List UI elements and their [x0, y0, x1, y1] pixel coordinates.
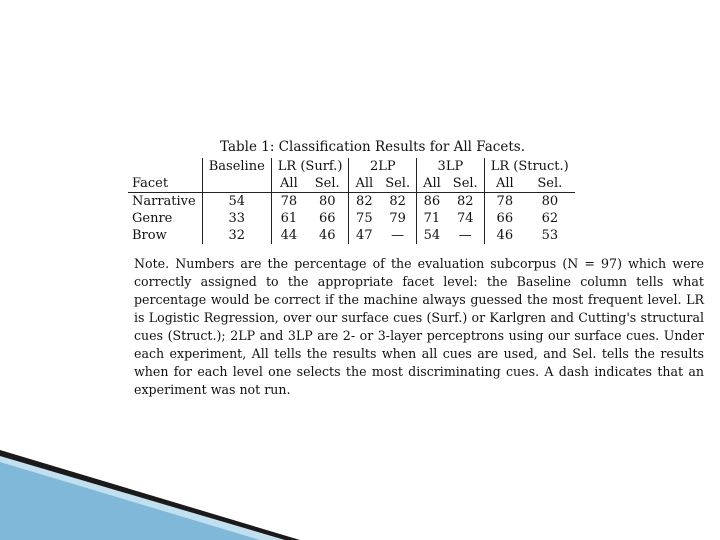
table-cell: 74 [456, 211, 474, 226]
table-cell: 86 [417, 193, 447, 211]
table-row [128, 227, 575, 244]
table-cell: 79 [389, 211, 406, 226]
table-header-group-row [128, 158, 575, 175]
table-cell: 61 [271, 210, 306, 227]
table-cell: 78 [271, 193, 306, 211]
table-cell: — [391, 228, 405, 243]
results-table-container [128, 158, 575, 244]
table-cell: 80 [318, 194, 336, 209]
table-note [134, 255, 704, 399]
header-baseline-sub [202, 175, 271, 193]
results-table [128, 158, 575, 244]
header-empty-cell [128, 158, 202, 175]
table-cell: 53 [541, 228, 559, 243]
table-cell: 62 [541, 211, 559, 226]
table-cell: 46 [484, 227, 525, 244]
table-caption: Table 1: Classification Results for All Facets. [220, 139, 525, 155]
table-row [128, 193, 575, 211]
table-cell: 80 [541, 194, 559, 209]
sub-header-all: All [484, 175, 525, 193]
table-cell: 66 [484, 210, 525, 227]
table-cell: 46 [318, 228, 336, 243]
table-cell: 82 [456, 194, 474, 209]
table-cell: 47 [349, 227, 379, 244]
slide-decoration [0, 450, 720, 540]
header-lr-struct: LR (Struct.) [484, 158, 575, 175]
table-cell: 44 [271, 227, 306, 244]
table-cell: 54 [202, 193, 271, 211]
sub-header-all: All [271, 175, 306, 193]
table-cell: 33 [202, 210, 271, 227]
note-text: Note. Numbers are the percentage of the evaluation subcorpus (N = 97) which were correctly assigned to the appropriate facet level: the Baseline column tells what percentage would be correct if the machine always guessed the most frequent level. LR is Logistic Regression, over our surface cues (Surf.) or Karlgren and Cutting's structural cues (Struct.); 2LP and 3LP are 2- or 3-layer perceptrons using our surface cues. Under each experiment, All tells the results when all cues are used, and Sel. tells the results when for each level one selects the most discriminating cues. A dash indicates that an experiment was not run. [134, 256, 704, 397]
header-3lp: 3LP [417, 158, 485, 175]
table-cell: 32 [202, 227, 271, 244]
row-facet: Genre [132, 211, 173, 226]
row-facet: Brow [132, 228, 167, 243]
sub-header-sel: Sel. [525, 175, 575, 193]
header-facet: Facet [128, 175, 202, 193]
table-cell: 54 [417, 227, 447, 244]
table-cell: 78 [484, 193, 525, 211]
sub-header-all: All [349, 175, 379, 193]
sub-header-sel: Sel. [379, 175, 416, 193]
sub-header-sel: Sel. [447, 175, 484, 193]
table-cell: 82 [349, 193, 379, 211]
row-facet: Narrative [132, 194, 196, 209]
table-cell: 75 [349, 210, 379, 227]
table-header-sub-row [128, 175, 575, 193]
header-baseline: Baseline [202, 158, 271, 175]
sub-header-all: All [417, 175, 447, 193]
table-cell: 66 [318, 211, 336, 226]
table-cell: 82 [389, 194, 406, 209]
table-cell: 71 [417, 210, 447, 227]
sub-header-sel: Sel. [306, 175, 349, 193]
header-2lp: 2LP [349, 158, 417, 175]
table-cell: — [458, 228, 472, 243]
table-row [128, 210, 575, 227]
header-lr-surf: LR (Surf.) [271, 158, 349, 175]
